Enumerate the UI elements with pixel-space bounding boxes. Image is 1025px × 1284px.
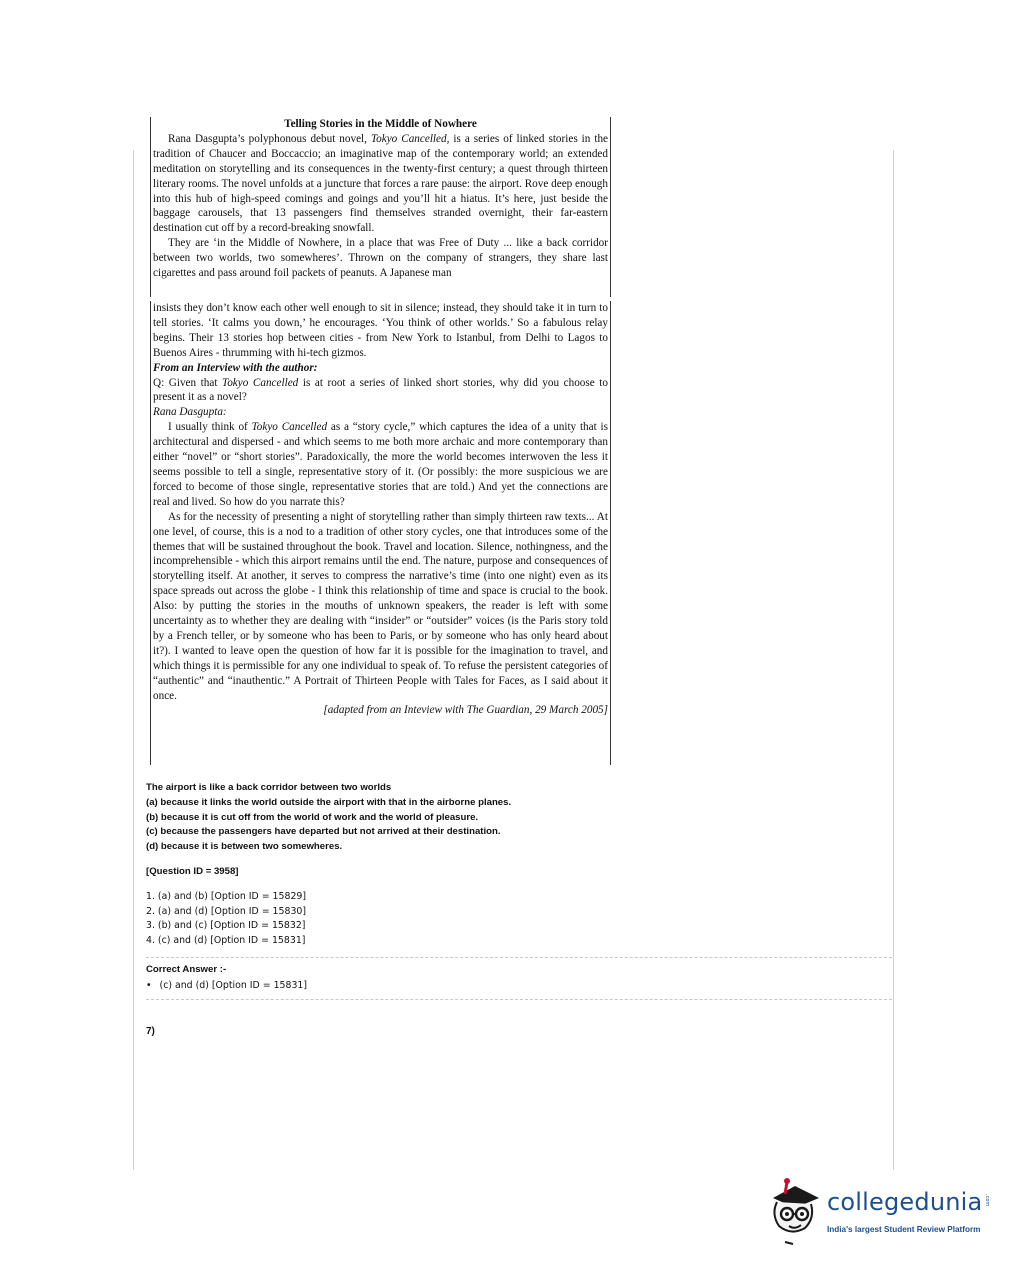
text-span: is at root a series of linked short stories, why did you choose to present it as a novel? xyxy=(153,376,608,404)
correct-answer-label: Correct Answer :- xyxy=(146,964,227,975)
question-id: [Question ID = 3958] xyxy=(146,866,239,877)
option-4[interactable]: 4. (c) and (d) [Option ID = 15831] xyxy=(146,934,306,946)
text-span: Q: Given that xyxy=(153,376,223,389)
logo-domain-suffix: .com xyxy=(984,1194,990,1207)
passage-paragraph-2-continued: insists they don’t know each other well enough to sit in silence; instead, they should take it in turn to tell stories. ‘It calms you down,’ he encourages. ‘You think of other worlds.’ So a fabulous relay begins. Their 13 stories hop between cities - from New York to Istanbul, from Delhi to Lagos to Buenos Aires - thrumming with hi-tech gizmos. xyxy=(153,302,608,359)
passage-box-top xyxy=(150,117,611,297)
option-3[interactable]: 3. (b) and (c) [Option ID = 15832] xyxy=(146,920,306,932)
correct-answer-value: (c) and (d) [Option ID = 15831] xyxy=(159,980,308,991)
statement-d: (d) because it is between two somewheres. xyxy=(146,841,343,853)
bullet: • xyxy=(146,980,152,991)
options-list xyxy=(146,890,306,948)
passage-title: Telling Stories in the Middle of Nowhere xyxy=(284,118,477,130)
option-1[interactable]: 1. (a) and (b) [Option ID = 15829] xyxy=(146,891,307,902)
text-span: I usually think of xyxy=(168,421,252,434)
text-span: as a “story cycle,” which captures the idea of a unity that is architectural and dispersed - and which seems to me both more archaic and more contemporary than either “novel” or “short stories”. Paradoxically, the more the world becomes interwoven the less it seems possible to tell a single, representative story of it. (Or possibly: the more suspicious we are forced to become of those single, representative stories that are told.) And yet the connections are real and lived. So how do you narrate this? xyxy=(153,421,608,508)
interview-heading: From an Interview with the author: xyxy=(153,361,318,374)
logo-wordmark: collegedunia xyxy=(827,1188,983,1216)
interview-answer-2: As for the necessity of presenting a night of storytelling rather than simply thirteen raw texts... At one level, of course, this is a nod to a tradition of other story cycles, one that introduces some of the themes that will be sustained throughout the book. Travel and location. Silence, nothingness, and the incomprehensible - which this airport remains until the end. The nature, purpose and consequences of storytelling itself. At another, it serves to compress the narrative’s time (into one night) even as its space spreads out across the globe - I think this relationship of time and space is crucial to the book. Also: by putting the stories in the mouths of unknown speakers, the reader is left with some uncertainty as to whether they are dealing with “insider” or “outsider” voices (is the Paris story told by a French teller, or by someone who has been to Paris, or by someone who has only heard about it?). I wanted to leave open the question of how far it is possible for the imagination to travel, and which things it is permissible for any one individual to speak of. To refuse the persistent categories of “authentic” and “inauthentic.” A Portrait of Thirteen People with Tales for Faces, as I said about it once. xyxy=(153,510,608,702)
book-title: Tokyo Cancelled, xyxy=(370,132,450,145)
book-title: Tokyo Cancelled xyxy=(251,421,328,434)
text-span: is a series of linked stories in the tradition of Chaucer and Boccaccio; an imaginative map of the contemporary world; an extended meditation on storytelling and its consequences in the twenty-first century; a quest through thirteen literary rooms. The novel unfolds at a juncture that forces a rare pause: the airport. Rove deep enough into this hub of high-speed comings and goings and you’ll hit a hiatus. It’s here, just beside the baggage carousels, that 13 passengers find themselves stranded overnight, their far-eastern destination cut off by a record-breaking snowfall. xyxy=(153,132,609,235)
passage-source: [adapted from an Inteview with The Guardian, 29 March 2005] xyxy=(323,704,608,717)
passage-paragraph-2: They are ‘in the Middle of Nowhere, in a place that was Free of Duty ... like a back corridor between two worlds, two somewheres’. Thrown on the company of strangers, they share last cigarettes and pass around foil packets of peanuts. A Japanese man xyxy=(153,237,608,280)
mascot-icon xyxy=(765,1176,825,1246)
book-title: Tokyo Cancelled xyxy=(222,376,299,389)
text-span: Rana Dasgupta’s polyphonous debut novel, xyxy=(168,132,371,145)
interview-question xyxy=(153,376,608,406)
collegedunia-logo xyxy=(765,1176,995,1246)
divider xyxy=(146,999,892,1000)
divider xyxy=(146,957,892,958)
page-frame-right xyxy=(893,150,894,1170)
question-stem: The airport is like a back corridor between two worlds xyxy=(146,782,392,793)
logo-tagline: India's largest Student Review Platform xyxy=(827,1225,981,1234)
page-frame-left xyxy=(133,150,134,1170)
statement-b: (b) because it is cut off from the world of work and the world of pleasure. xyxy=(146,811,479,823)
statement-a: (a) because it links the world outside the airport with that in the airborne planes. xyxy=(146,796,512,808)
correct-answer xyxy=(146,980,307,991)
option-2[interactable]: 2. (a) and (d) [Option ID = 15830] xyxy=(146,905,307,917)
passage-box-bottom xyxy=(150,301,611,765)
interview-answerer: Rana Dasgupta: xyxy=(153,406,227,419)
passage-paragraph-1 xyxy=(153,132,608,236)
statement-c: (c) because the passengers have departed but not arrived at their destination. xyxy=(146,826,501,838)
next-question-number: 7) xyxy=(146,1026,155,1037)
question-block xyxy=(146,781,511,855)
interview-answer-1 xyxy=(153,420,608,509)
